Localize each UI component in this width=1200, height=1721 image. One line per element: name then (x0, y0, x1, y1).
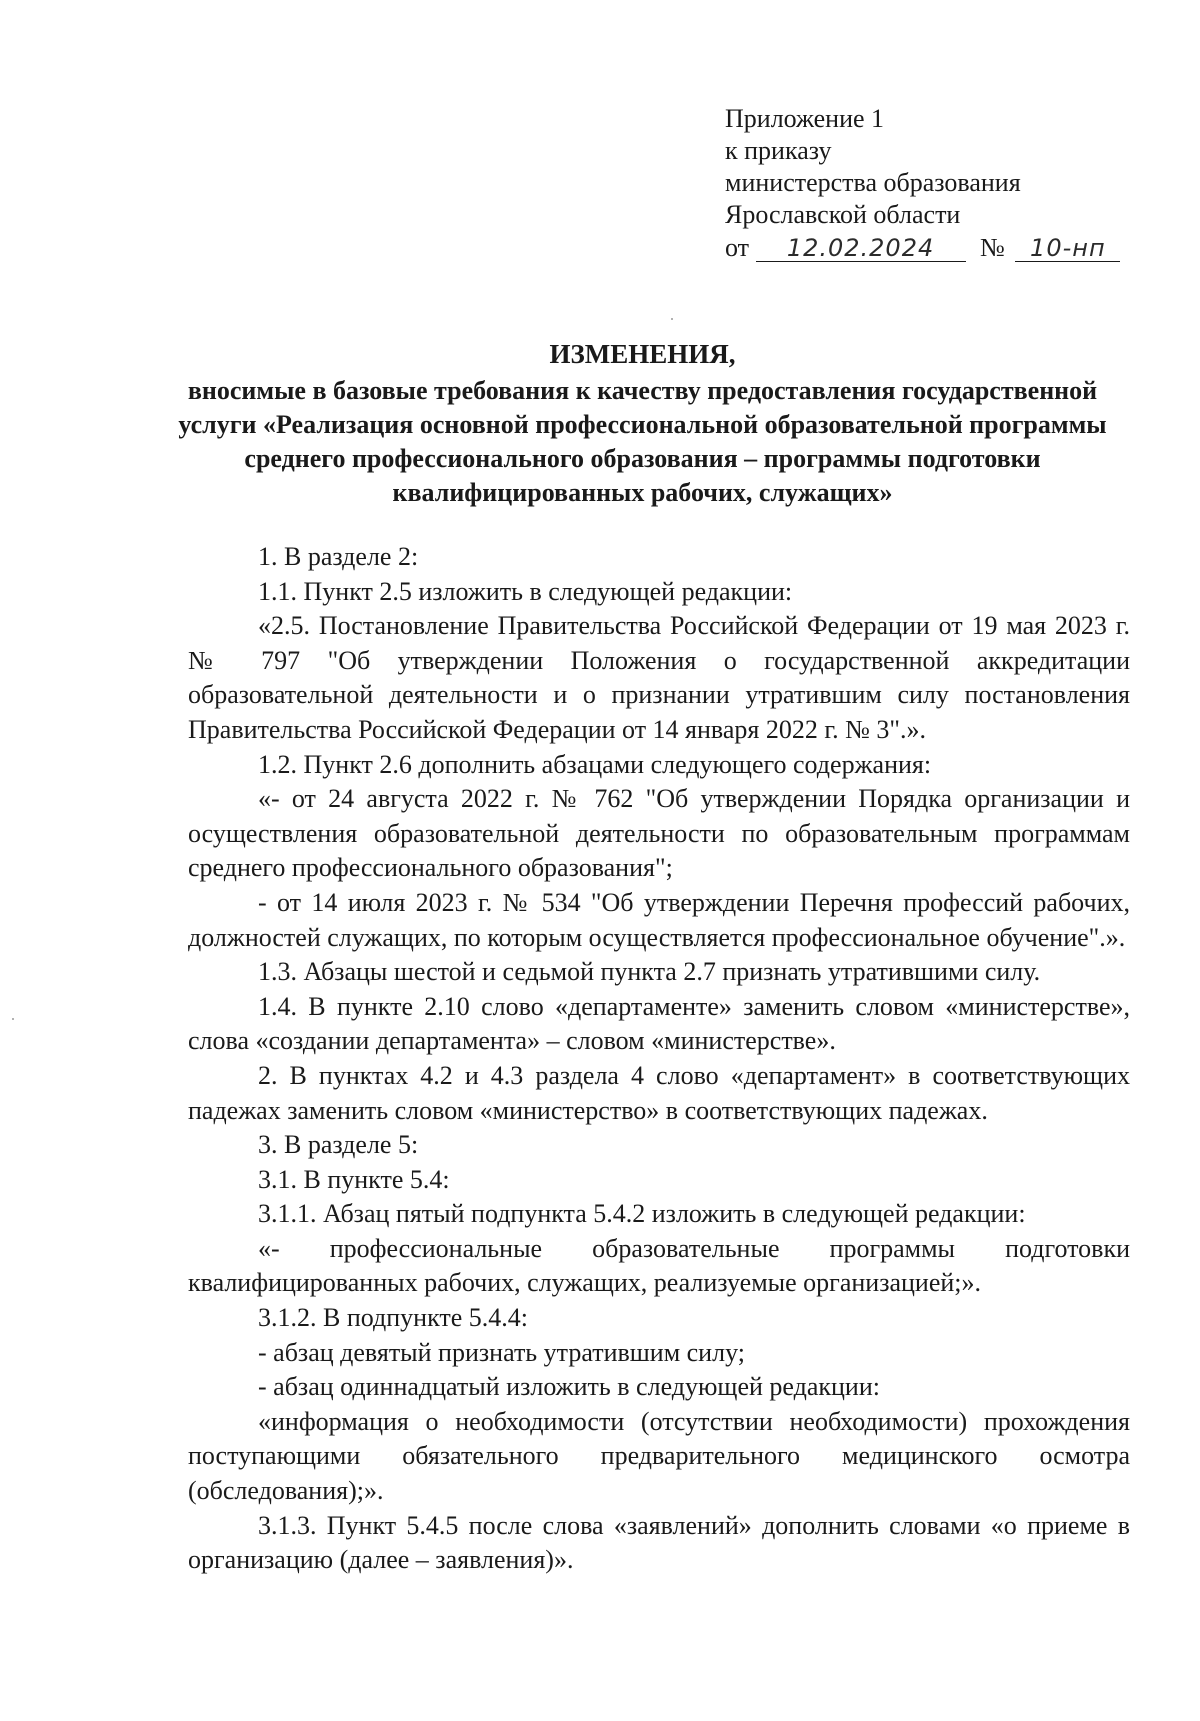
paragraph: 3. В разделе 5: (258, 1130, 419, 1160)
handwritten-order-number: 10-нп (1015, 235, 1120, 262)
paragraph: 1. В разделе 2: (258, 542, 419, 571)
paragraph: 1.3. Абзацы шестой и седьмой пункта 2.7 признать утратившими силу. (258, 957, 1041, 987)
paragraph: «- от 24 августа 2022 г. № 762 "Об утверждении Порядка организации и осуществления образовательной деятельности по образовательным программам среднего профессионального образования"; (188, 784, 1130, 883)
date-prefix: от (725, 233, 750, 262)
appendix-line: министерства образования (725, 168, 1021, 197)
paragraph: «2.5. Постановление Правительства Российской Федерации от 19 мая 2023 г. № 797 "Об утверждении Положения о государственной аккредитации образовательной деятельности и о признании утратившим силу постановления Правительства Российской Федерации от 14 января 2022 г. № 3".». (188, 611, 1130, 744)
appendix-line: Приложение 1 (725, 104, 885, 133)
scan-speck (671, 318, 673, 320)
paragraph: 3.1.1. Абзац пятый подпункта 5.4.2 изложить в следующей редакции: (258, 1199, 1026, 1229)
paragraph: 1.2. Пункт 2.6 дополнить абзацами следующего содержания: (258, 749, 932, 779)
document-title-block (150, 338, 1135, 510)
paragraph: 3.1.3. Пункт 5.4.5 после слова «заявлений» дополнить словами «о приеме в организацию (далее – заявления)». (188, 1510, 1130, 1575)
appendix-line: Ярославской области (725, 200, 961, 229)
paragraph: 1.4. В пункте 2.10 слово «департаменте» заменить словом «министерстве», слова «создании департамента» – словом «министерстве». (188, 991, 1130, 1056)
paragraph: «информация о необходимости (отсутствии необходимости) прохождения поступающими обязательного предварительного медицинского осмотра (обследования);». (188, 1406, 1130, 1506)
paragraph: - абзац одиннадцатый изложить в следующей редакции: (258, 1372, 880, 1402)
paragraph: 2. В пунктах 4.2 и 4.3 раздела 4 слово «департамент» в соответствующих падежах заменить словом «министерство» в соответствующих падежах. (188, 1060, 1130, 1125)
document-title: ИЗМЕНЕНИЯ, (549, 339, 736, 369)
appendix-line: к приказу (725, 136, 832, 165)
paragraph: 3.1. В пункте 5.4: (258, 1164, 450, 1194)
handwritten-date: 12.02.2024 (756, 235, 966, 262)
paragraph: «- профессиональные образовательные программы подготовки квалифицированных рабочих, служащих, реализуемые организацией;». (188, 1233, 1130, 1298)
document-body (188, 540, 1130, 1578)
paragraph: - абзац девятый признать утратившим силу; (258, 1337, 745, 1367)
paragraph: 1.1. Пункт 2.5 изложить в следующей редакции: (258, 576, 793, 606)
document-subtitle: вносимые в базовые требования к качеству предоставления государственной услуги «Реализация основной профессиональной образовательной программы среднего профессионального образования – программы подготовки квалифицированных рабочих, служащих» (178, 376, 1107, 507)
number-sign: № (980, 233, 1005, 262)
order-date-number-row (725, 232, 1120, 264)
scan-speck (12, 1018, 14, 1020)
appendix-header (725, 103, 1120, 264)
paragraph: 3.1.2. В подпункте 5.4.4: (258, 1303, 528, 1333)
paragraph: - от 14 июля 2023 г. № 534 "Об утверждении Перечня профессий рабочих, должностей служащих, по которым осуществляется профессиональное обучение".». (188, 887, 1130, 952)
